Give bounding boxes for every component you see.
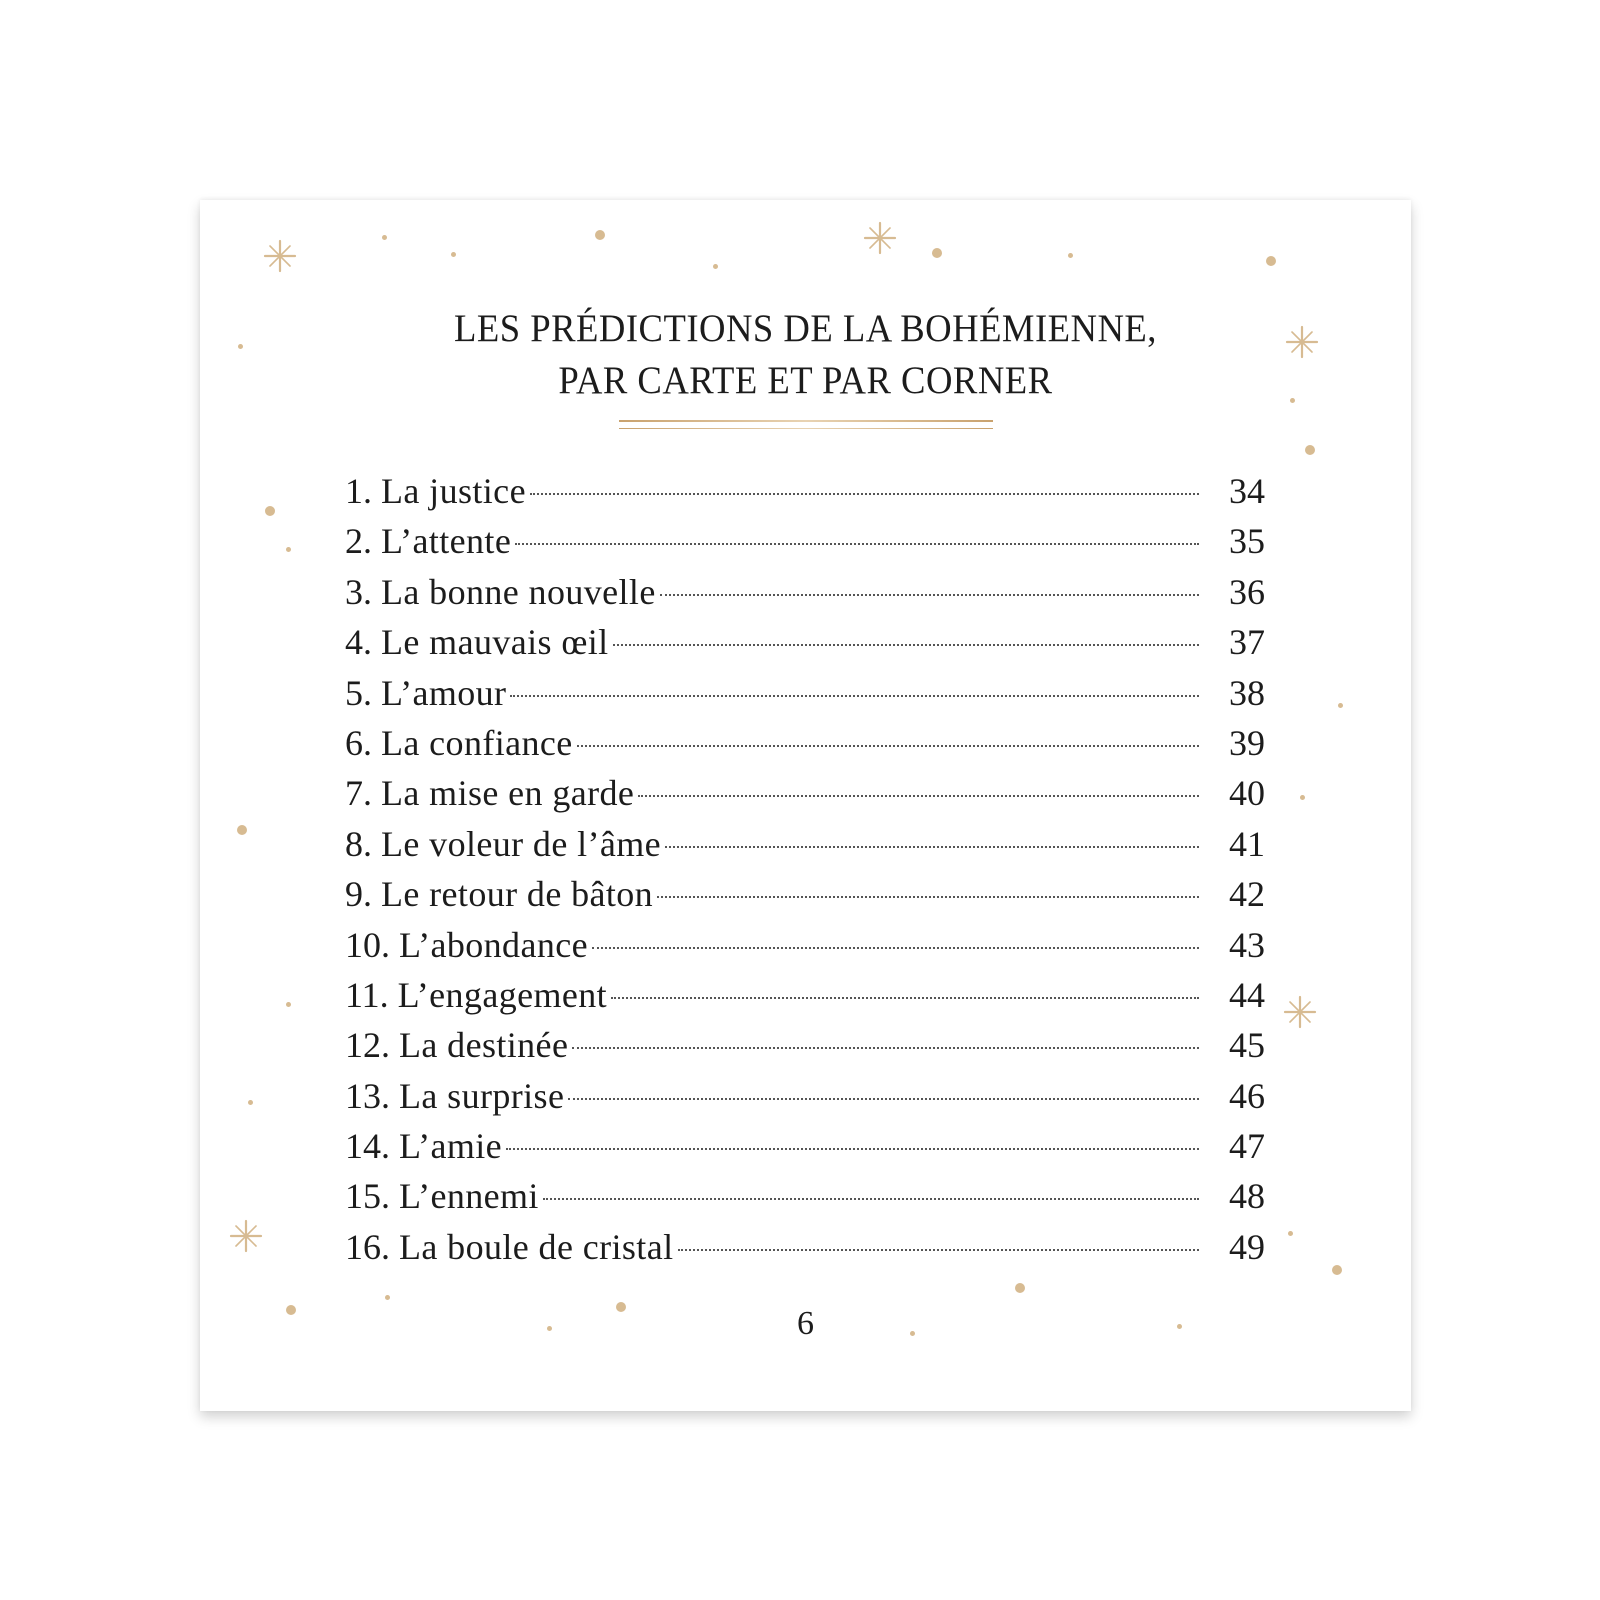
toc-entry [345,819,1265,869]
toc-entry [345,1222,1265,1272]
toc-entry-page: 37 [1229,622,1265,663]
decor-dot [910,1331,915,1336]
decor-dot [238,344,243,349]
toc-entry-label: Le retour de bâton [381,874,654,915]
dot-leader [660,594,1199,596]
dot-leader [577,745,1199,747]
toc-entry-page: 39 [1229,722,1265,763]
toc-entry-label: L’engagement [397,974,608,1015]
sparkle-icon [1285,325,1319,359]
page-number: 6 [797,1305,814,1342]
toc-entry-number: 15. [345,1176,399,1217]
decor-dot [286,547,291,552]
toc-entry [345,869,1265,919]
decor-dot [1305,445,1315,455]
book-page [200,200,1411,1411]
decor-dot [1266,256,1276,266]
dot-leader [506,1148,1199,1150]
toc-entry-number: 12. [345,1025,399,1066]
toc-entry-label: La boule de cristal [399,1226,674,1267]
toc-entry-number: 13. [345,1075,399,1116]
toc-entry-number: 1. [345,471,381,511]
toc-entry-label: La confiance [381,722,573,763]
sparkle-icon [229,1219,263,1253]
toc-entry [345,1020,1265,1070]
toc-entry-label: La justice [381,471,526,511]
decor-dot [547,1326,552,1331]
toc-entry-page: 35 [1229,521,1265,562]
toc-entry-page: 46 [1229,1075,1265,1116]
toc-entry [345,718,1265,768]
decor-dot [1300,795,1305,800]
decor-dot [932,248,942,258]
toc-entry-page: 42 [1229,874,1265,915]
dot-leader [665,846,1199,848]
toc-entry-number: 8. [345,823,381,864]
dot-leader [543,1198,1199,1200]
decor-dot [1288,1231,1293,1236]
toc-entry-page: 40 [1229,773,1265,814]
decor-dot [616,1302,626,1312]
toc-entry-label: La destinée [399,1025,569,1066]
decor-dot [382,235,387,240]
title-underline-thin [619,428,993,429]
dot-leader [510,695,1199,697]
dot-leader [568,1098,1199,1100]
toc-entry [345,1071,1265,1121]
decor-dot [1290,398,1295,403]
toc-entry [345,1171,1265,1221]
toc-entry-label: L’amie [399,1126,503,1167]
title-line-2: PAR CARTE ET PAR CORNER [558,359,1053,402]
toc-entry-number: 2. [345,521,381,562]
toc-entry [345,617,1265,667]
toc-entry [345,567,1265,617]
toc-entry-page: 49 [1229,1226,1265,1267]
toc-entry-label: L’attente [381,521,512,562]
decor-dot [1338,703,1343,708]
dot-leader [515,543,1199,545]
toc-entry-number: 11. [345,974,398,1015]
dot-leader [678,1249,1200,1251]
page-title [236,303,1374,407]
toc-entry-number: 5. [345,672,381,713]
toc-entry-page: 45 [1229,1025,1265,1066]
toc-entry-number: 6. [345,722,381,763]
decor-dot [1177,1324,1182,1329]
toc-entry [345,516,1265,566]
toc-entry-label: L’abondance [399,924,588,965]
toc-entry-label: La mise en garde [381,773,635,814]
decor-dot [1015,1283,1025,1293]
toc-entry [345,668,1265,718]
decor-dot [595,230,605,240]
toc-entry-number: 7. [345,773,381,814]
toc-entry-page: 36 [1229,571,1265,612]
toc-entry [345,970,1265,1020]
decor-dot [286,1002,291,1007]
toc-entry-number: 9. [345,874,381,915]
title-line-1: LES PRÉDICTIONS DE LA BOHÉMIENNE, [454,307,1157,350]
toc-entry [345,768,1265,818]
toc-entry-page: 43 [1229,924,1265,965]
toc-entry-label: Le voleur de l’âme [381,823,662,864]
dot-leader [572,1047,1199,1049]
toc-entry-number: 14. [345,1126,399,1167]
toc-entry-label: L’ennemi [399,1176,539,1217]
decor-dot [385,1295,390,1300]
sparkle-icon [863,221,897,255]
toc-entry [345,1121,1265,1171]
toc-entry [345,466,1265,516]
toc-entry-page: 38 [1229,672,1265,713]
toc-entry-label: Le mauvais œil [381,622,609,663]
toc-entry-number: 4. [345,622,381,663]
title-underline [619,420,993,422]
dot-leader [638,795,1199,797]
toc-entry-page: 48 [1229,1176,1265,1217]
toc-entry-page: 34 [1229,471,1265,511]
dot-leader [613,644,1199,646]
toc-entry [345,920,1265,970]
sparkle-icon [1283,995,1317,1029]
dot-leader [611,997,1199,999]
dot-leader [530,493,1199,495]
dot-leader [592,947,1199,949]
toc-entry-page: 41 [1229,823,1265,864]
toc-entry-page: 44 [1229,974,1265,1015]
decor-dot [248,1100,253,1105]
toc-entry-page: 47 [1229,1126,1265,1167]
dot-leader [657,896,1199,898]
toc-entry-label: La bonne nouvelle [381,571,656,612]
decor-dot [265,506,275,516]
decor-dot [1068,253,1073,258]
sparkle-icon [263,239,297,273]
toc-entry-number: 10. [345,924,399,965]
decor-dot [286,1305,296,1315]
decor-dot [451,252,456,257]
table-of-contents [345,466,1265,1272]
decor-dot [237,825,247,835]
toc-entry-label: L’amour [381,672,507,713]
decor-dot [1332,1265,1342,1275]
decor-dot [713,264,718,269]
toc-entry-number: 3. [345,571,381,612]
toc-entry-label: La surprise [399,1075,565,1116]
toc-entry-number: 16. [345,1226,399,1267]
